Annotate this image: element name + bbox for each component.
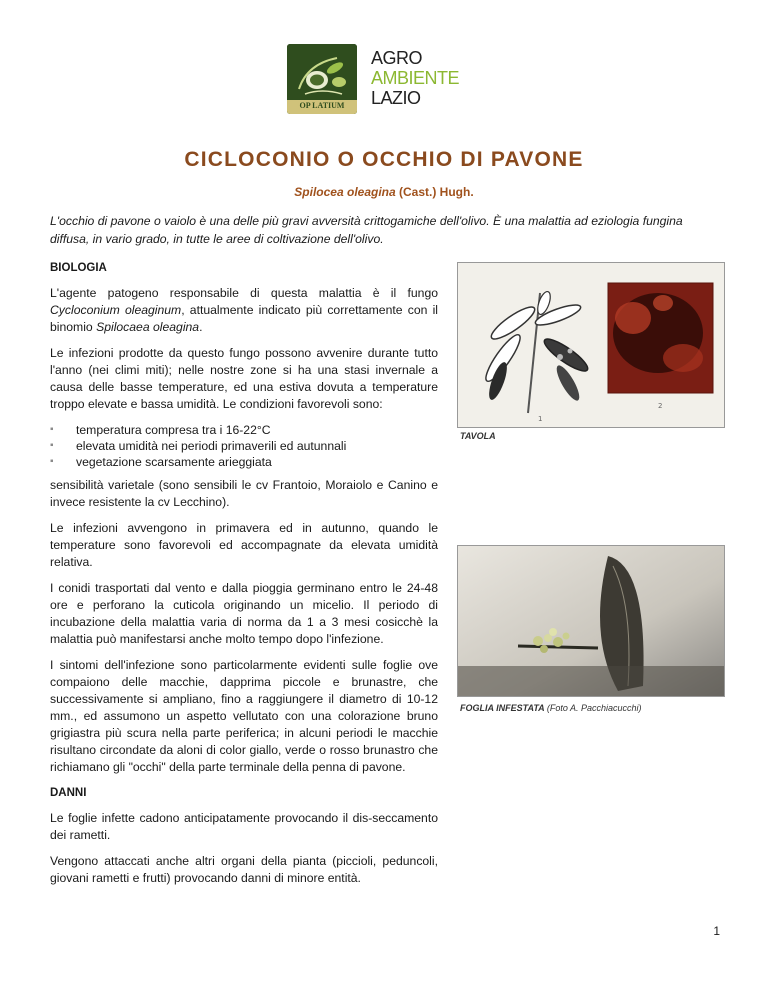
biologia-paragraph-3: sensibilità varietale (sono sensibili le cv Frantoio, Moraiolo e Canino e invece resistente la cv Lecchino). [50, 478, 438, 509]
document-title: CICLOCONIO O OCCHIO DI PAVONE [184, 148, 584, 171]
biologia-paragraph-1 [50, 285, 438, 336]
logo-wordmark [371, 48, 459, 108]
list-item: ▪ vegetazione scarsamente arieggiata [50, 454, 438, 470]
document-subtitle [0, 185, 768, 199]
figure-foglia-infestata [457, 545, 725, 697]
figure-foglia-caption-source: (Foto A. Pacchiacucchi) [546, 703, 642, 713]
intro-paragraph: L'occhio di pavone o vaiolo è una delle più gravi avversità crittogamiche dell'olivo. È una malattia ad eziologia fungina diffusa, in vario grado, in tutte le aree di coltivazione dell'olivo. [50, 214, 683, 246]
danni-paragraph-1: Le foglie infette cadono anticipatamente provocando il dis-seccamento dei rametti. [50, 811, 438, 842]
infested-leaf-photo [458, 546, 724, 696]
figure-foglia-caption [460, 703, 642, 713]
figure-tavola [457, 262, 725, 428]
text-run: , attualmente indicato più correttamente con il binomio [50, 303, 438, 334]
biologia-continued [50, 477, 438, 896]
figure-label-1: 1 [538, 415, 543, 423]
danni-heading: DANNI [50, 787, 87, 799]
figure-label-2: 2 [658, 402, 663, 410]
conditions-list [50, 422, 438, 470]
text-run: L'agente patogeno responsabile di questa malattia è il fungo [50, 286, 438, 300]
species-author: (Cast.) Hugh. [399, 185, 474, 199]
biologia-section [50, 260, 438, 479]
logo [287, 44, 459, 114]
figure-foglia-caption-title: FOGLIA INFESTATA [460, 703, 545, 713]
text-run: . [199, 320, 203, 334]
biologia-paragraph-4: Le infezioni avvengono in primavera ed in autunno, quando le temperature sono favorevoli ed accompagnate da elevata umidità relativa. [50, 521, 438, 569]
list-item: ▪ temperatura compresa tra i 16-22°C [50, 422, 438, 438]
list-item: ▪ elevata umidità nei periodi primaverili ed autunnali [50, 438, 438, 454]
text-run-italic: Cycloconium oleaginum [50, 303, 182, 317]
page-number: 1 [713, 924, 720, 938]
species-name: Spilocea oleagina [294, 185, 396, 199]
figure-tavola-caption: TAVOLA [460, 431, 496, 441]
logo-badge [287, 44, 357, 114]
biologia-heading: BIOLOGIA [50, 262, 107, 274]
logo-line-lazio: LAZIO [371, 88, 421, 108]
biologia-paragraph-2: Le infezioni prodotte da questo fungo possono avvenire durante tutto l'anno (nei climi miti); nelle nostre zone si ha una stasi invernale a causa delle basse temperature, ed una estiva dovuta a temperature troppo elevate e bassa umidità. Le condizioni favorevoli sono: [50, 346, 438, 411]
biologia-paragraph-6: I sintomi dell'infezione sono particolarmente evidenti sulle foglie ove compaiono delle macchie, dapprima piccole e brunastre, che successivamente si ampliano, fino a raggiungere il diametro di 10-12 mm., ed assumono un aspetto vellutato con una colorazione bruno grigiastra più scura nella parte periferica; in alcuni periodi le macchie risultano circondate da aloni di color giallo, verde o rosso brunastro che richiamano gli "occhi" della parte terminale della penna di pavone. [50, 658, 438, 774]
biologia-paragraph-5: I conidi trasportati dal vento e dalla pioggia germinano entro le 24-48 ore e perforano la cuticola originando un micelio. Il periodo di incubazione della malattia varia di norma da 1 a 3 mesi cosicchè la malattia può manifestarsi anche molto tempo dopo l'infezione. [50, 581, 438, 646]
danni-paragraph-2: Vengono attaccati anche altri organi della pianta (piccioli, peduncoli, giovani rametti e frutti) provocando danni di minore entità. [50, 854, 438, 885]
logo-line-agro: AGRO [371, 48, 423, 68]
logo-line-ambiente: AMBIENTE [371, 68, 460, 88]
text-run-italic: Spilocaea oleagina [96, 320, 200, 334]
olive-leaves-illustration [458, 263, 724, 427]
logo-badge-text: OP LATIUM [299, 101, 345, 110]
